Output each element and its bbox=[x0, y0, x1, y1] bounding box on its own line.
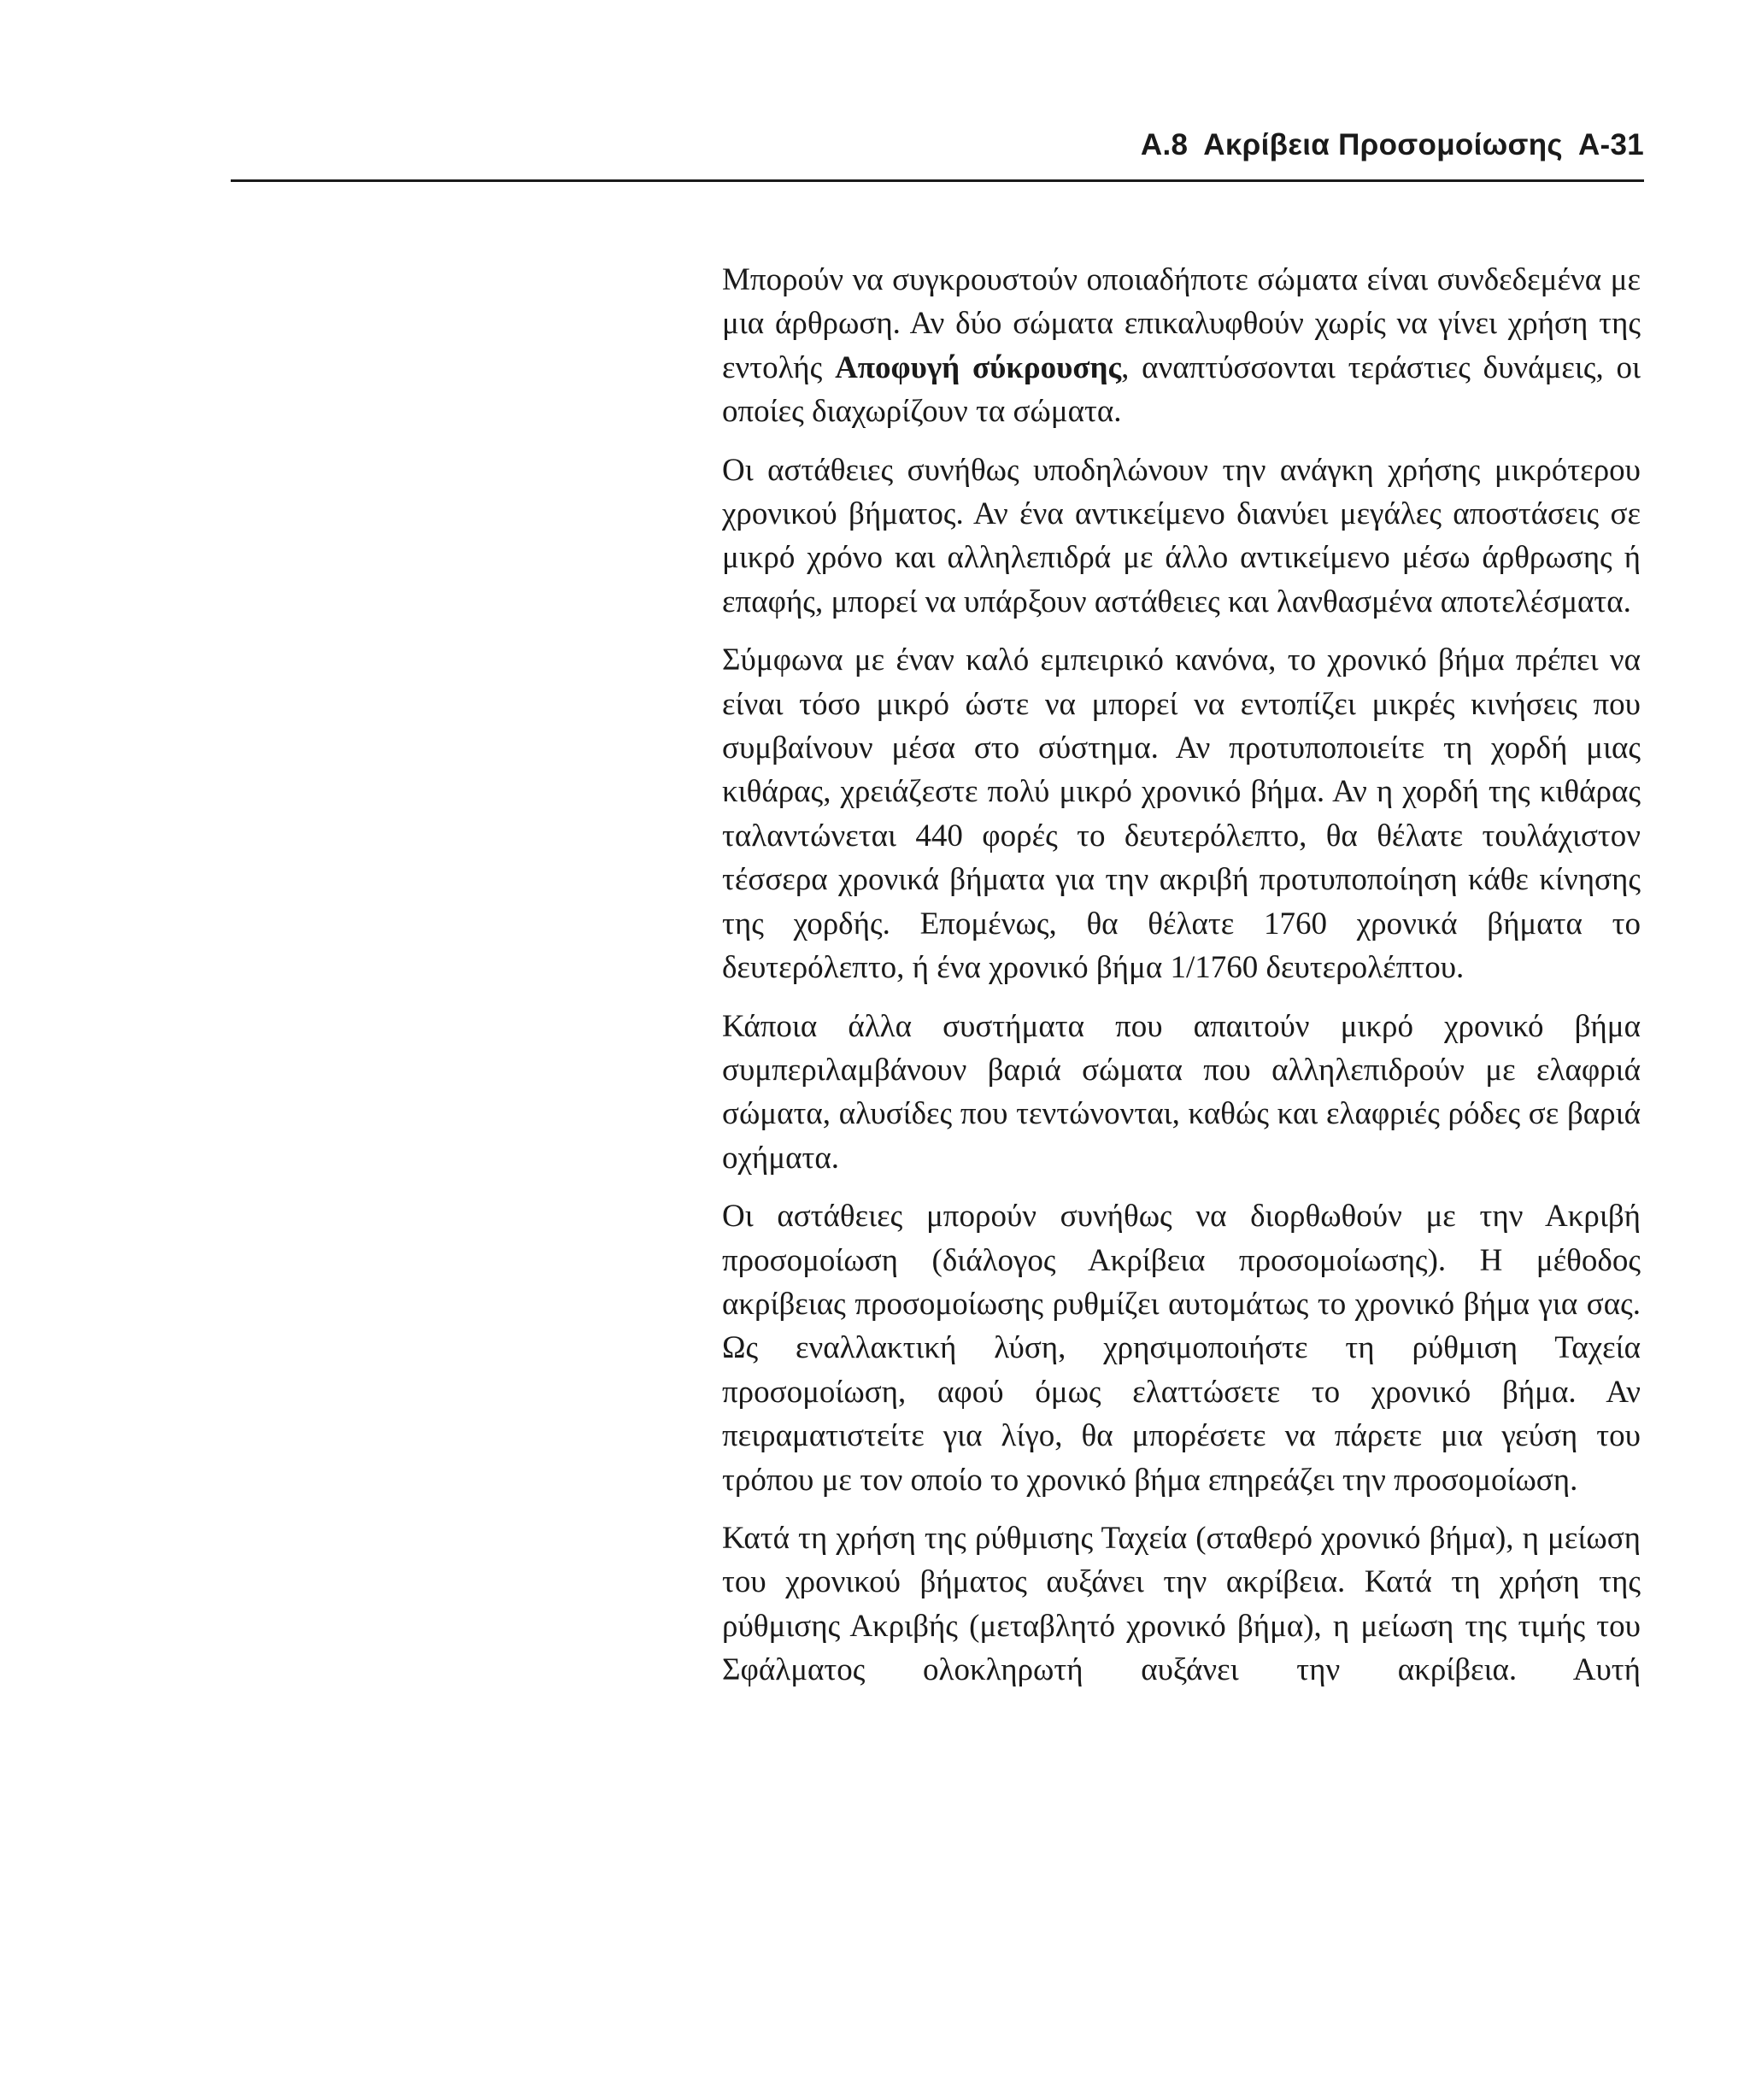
body-text bbox=[722, 258, 1641, 1692]
bold-command-name: Αποφυγή σύκρουσης bbox=[835, 349, 1122, 385]
header-rule bbox=[231, 179, 1644, 182]
paragraph-collisions bbox=[722, 258, 1641, 434]
section-title: Ακρίβεια Προσομοίωσης bbox=[1203, 128, 1563, 161]
paragraph-text: Μπορούν να συγκρουστούν οποιαδήποτε σώματα είναι συνδεδεμένα με μια άρθρωση. Αν δύο σώματα επικαλυφθούν χωρίς να γίνει χρήση της εντολής bbox=[722, 262, 1641, 385]
running-head bbox=[1141, 128, 1644, 162]
page-number: A-31 bbox=[1577, 128, 1644, 161]
paragraph-settings-continued: Κατά τη χρήση της ρύθμισης Ταχεία (σταθερό χρονικό βήμα), η μείωση του χρονικού βήματος αυξάνει την ακρίβεια. Κατά τη χρήση της ρύθμισης Ακριβής (μεταβλητό χρονικό βήμα), η μείωση της τιμής του Σφάλματος ολοκληρωτή αυξάνει την ακρίβεια. Αυτή bbox=[722, 1520, 1641, 1688]
paragraph-instabilities: Οι αστάθειες συνήθως υποδηλώνουν την ανάγκη χρήσης μικρότερου χρονικού βήματος. Αν ένα αντικείμενο διανύει μεγάλες αποστάσεις σε μικρό χρόνο και αλληλεπιδρά με άλλο αντικείμενο μέσω άρθρωσης ή επαφής, μπορεί να υπάρξουν αστάθειες και λανθασμένα αποτελέσματα. bbox=[722, 452, 1641, 619]
paragraph-text: , αναπτύσσονται τεράστιες δυνάμεις, οι οποίες διαχωρίζουν τα σώματα. bbox=[722, 349, 1641, 430]
paragraph-accurate-simulation: Οι αστάθειες μπορούν συνήθως να διορθωθούν με την Ακριβή προσομοίωση (διάλογος Ακρίβεια προσομοίωσης). Η μέθοδος ακρίβειας προσομοίωσης ρυθμίζει αυτομάτως το χρονικό βήμα για σας. Ως εναλλακτική λύση, χρησιμοποιήστε τη ρύθμιση Ταχεία προσομοίωση, αφού όμως ελαττώσετε το χρονικό βήμα. Αν πειραματιστείτε για λίγο, θα μπορέσετε να πάρετε μια γεύση του τρόπου με τον οποίο το χρονικό βήμα επηρεάζει την προσομοίωση. bbox=[722, 1199, 1641, 1498]
paragraph-other-systems: Κάποια άλλα συστήματα που απαιτούν μικρό χρονικό βήμα συμπεριλαμβάνουν βαριά σώματα που αλληλεπιδρούν με ελαφριά σώματα, αλυσίδες που τεντώνονται, καθώς και ελαφριές ρόδες σε βαριά οχήματα. bbox=[722, 1008, 1641, 1176]
section-number: A.8 bbox=[1140, 128, 1189, 161]
paragraph-rule-of-thumb: Σύμφωνα με έναν καλό εμπειρικό κανόνα, το χρονικό βήμα πρέπει να είναι τόσο μικρό ώστε να μπορεί να εντοπίζει μικρές κινήσεις που συμβαίνουν μέσα στο σύστημα. Αν προτυποποιείτε τη χορδή μιας κιθάρας, χρειάζεστε πολύ μικρό χρονικό βήμα. Αν η χορδή της κιθάρας ταλαντώνεται 440 φορές το δευτερόλεπτο, θα θέλατε τουλάχιστον τέσσερα χρονικά βήματα για την ακριβή προτυποποίηση κάθε κίνησης της χορδής. Επομένως, θα θέλατε 1760 χρονικά βήματα το δευτερόλεπτο, ή ένα χρονικό βήμα 1/1760 δευτερολέπτου. bbox=[722, 642, 1641, 986]
